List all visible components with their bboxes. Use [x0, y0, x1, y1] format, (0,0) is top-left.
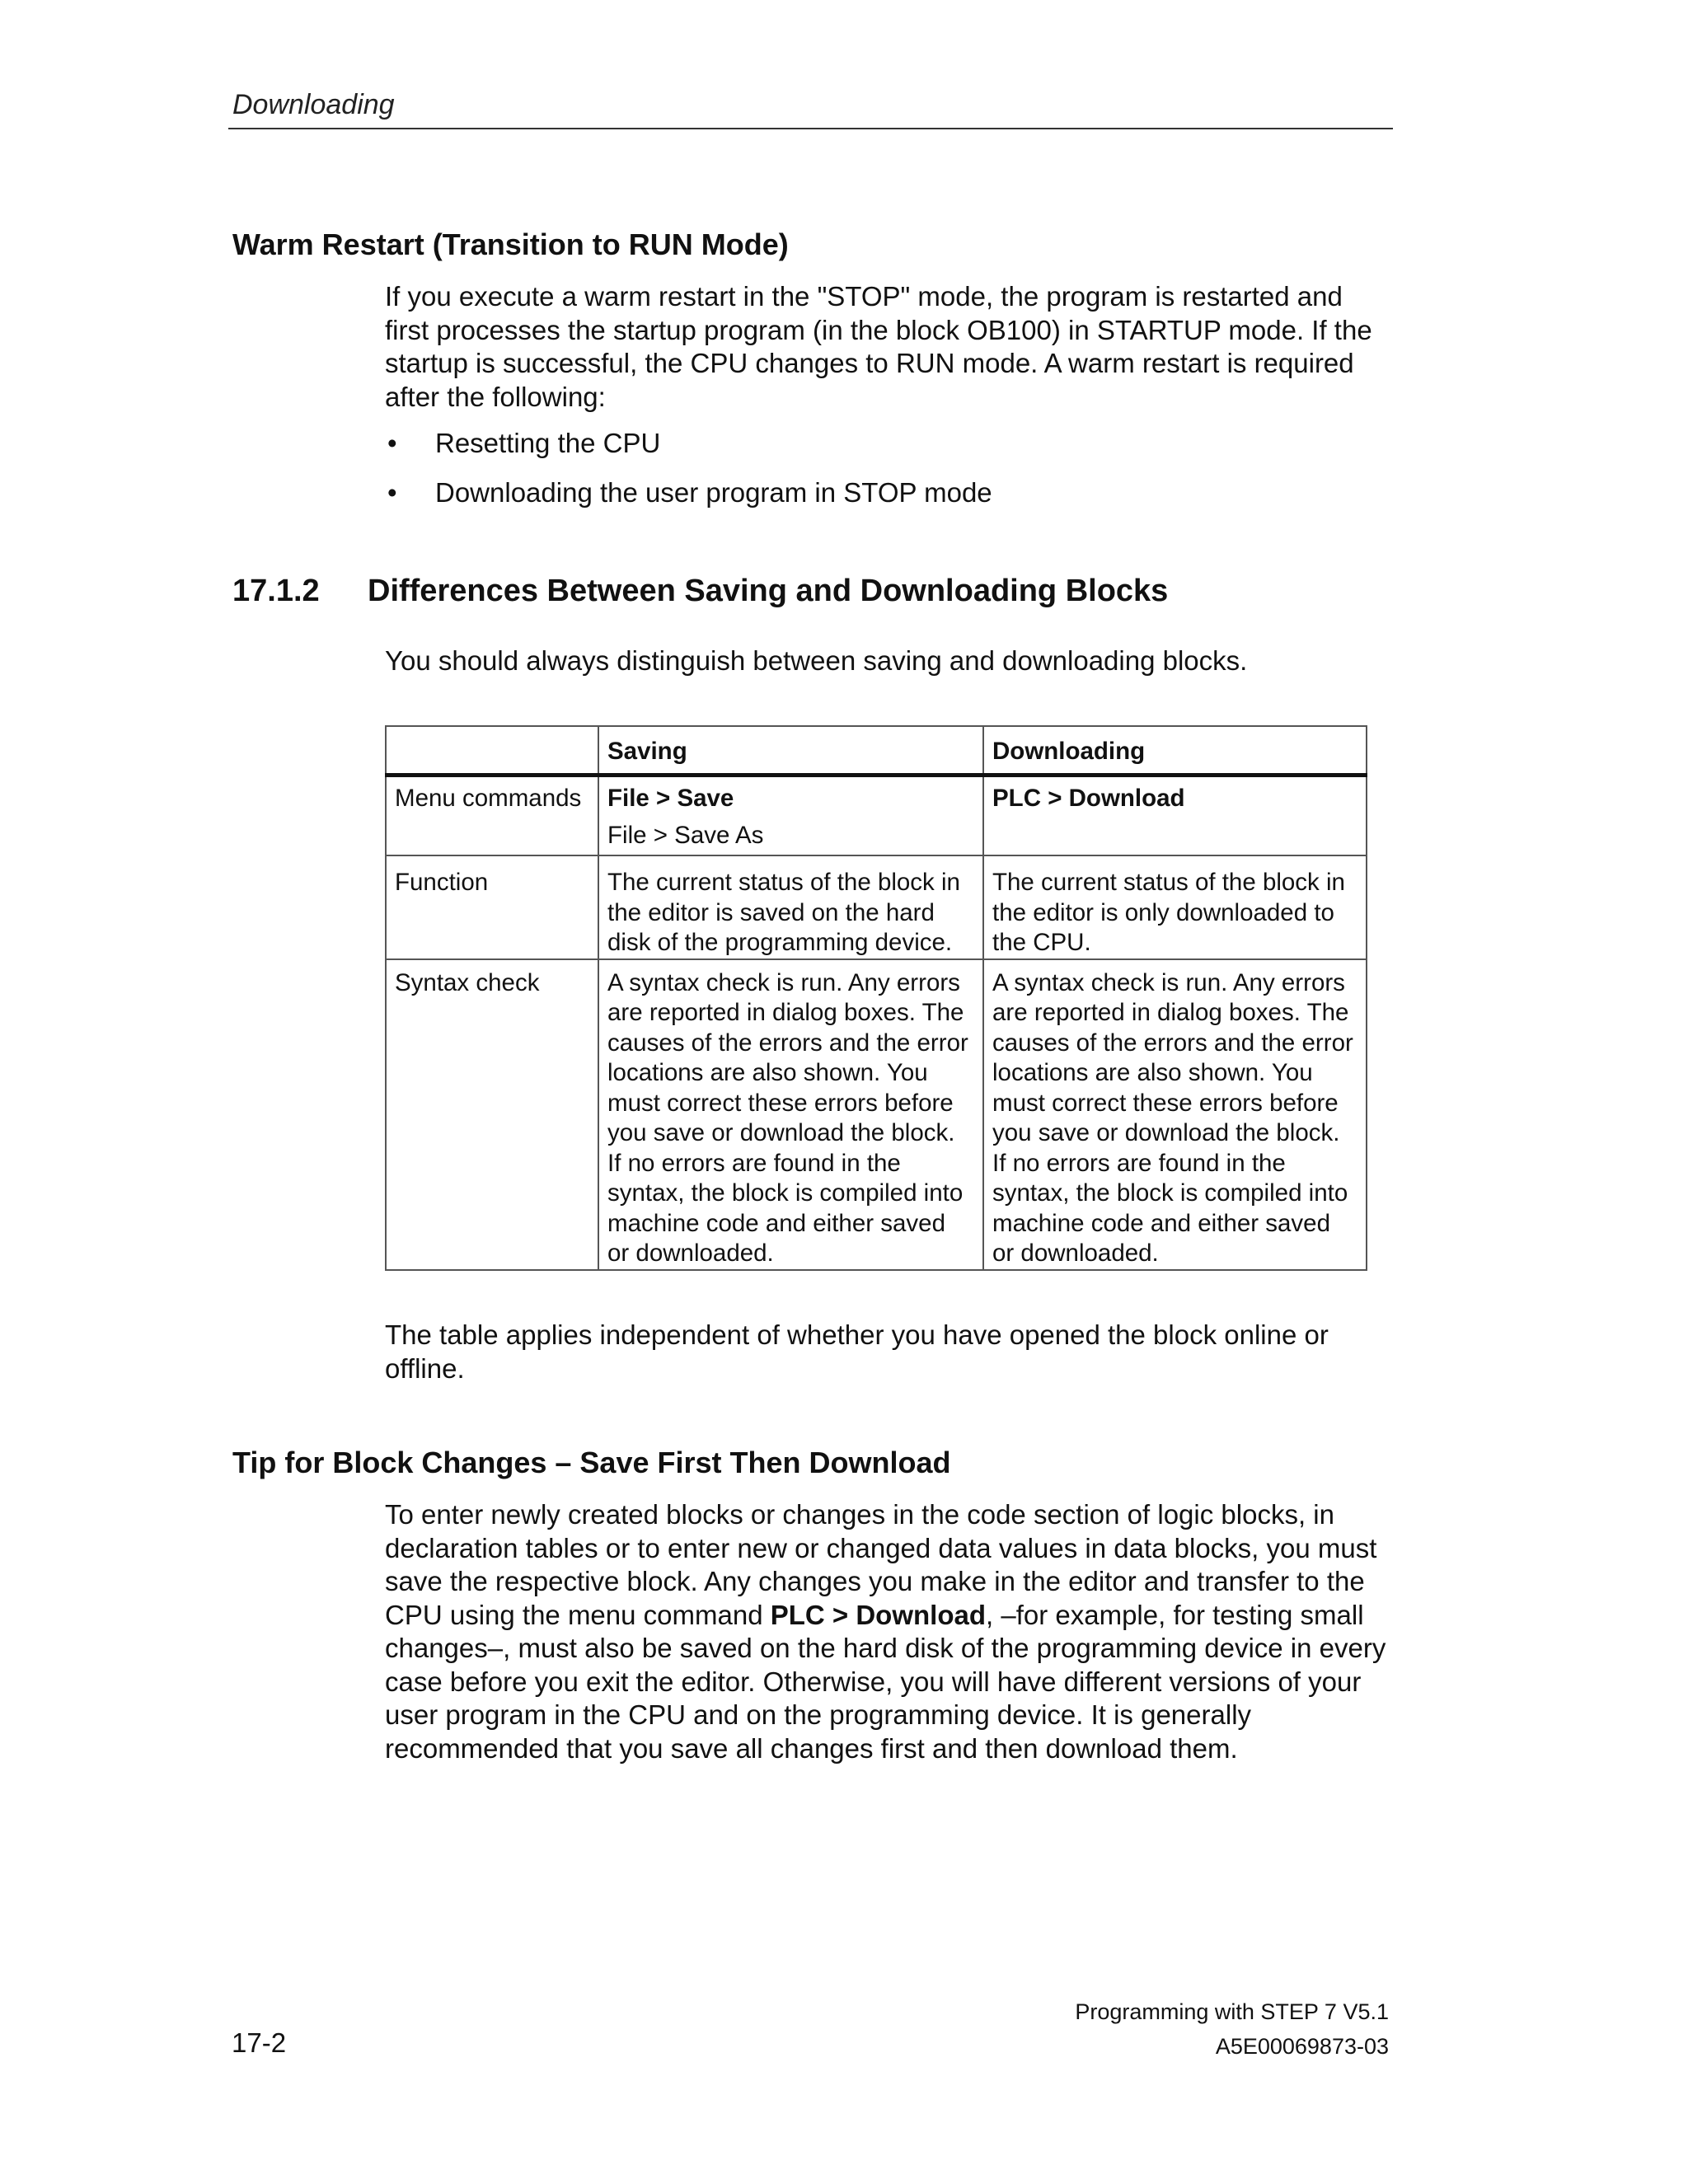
cell-line: or downloaded. [607, 1240, 774, 1267]
warm-restart-line: first processes the startup program (in the block OB100) in STARTUP mode. If the [385, 314, 1372, 345]
cell-saving-function [598, 855, 983, 959]
menu-plc-download: PLC > Download [992, 785, 1185, 812]
table-header-row [386, 726, 1367, 776]
bullet-icon: • [387, 477, 397, 508]
cell-line: A syntax check is run. Any errors [607, 968, 960, 996]
cell-line: If no errors are found in the [607, 1149, 901, 1177]
warm-restart-line: after the following: [385, 381, 606, 412]
cell-line: must correct these errors before [992, 1089, 1339, 1117]
table-row [386, 959, 1367, 1270]
table-row [386, 855, 1367, 959]
cell-line: machine code and either saved [992, 1209, 1330, 1237]
footer-book-title: Programming with STEP 7 V5.1 [1075, 1999, 1389, 2024]
table-header-downloading: Downloading [983, 726, 1367, 776]
paragraph-line: To enter newly created blocks or changes in the code section of logic blocks, in [385, 1499, 1334, 1530]
paragraph-line: save the respective block. Any changes you make in the editor and transfer to the [385, 1566, 1365, 1596]
warm-restart-line: startup is successful, the CPU changes to RUN mode. A warm restart is required [385, 348, 1354, 378]
cell-line: the editor is saved on the hard [607, 898, 935, 926]
cell-downloading-syntax [983, 959, 1367, 1270]
paragraph-line: case before you exit the editor. Otherwise, you will have different versions of your [385, 1666, 1362, 1697]
tip-heading: Tip for Block Changes – Save First Then Download [232, 1446, 951, 1479]
after-table-paragraph [385, 1319, 1329, 1385]
table-header-saving: Saving [598, 726, 983, 776]
cell-line: or downloaded. [992, 1240, 1159, 1267]
cell-line: must correct these errors before [607, 1089, 954, 1117]
section-intro: You should always distinguish between saving and downloading blocks. [385, 645, 1248, 676]
warm-restart-paragraph [385, 280, 1372, 414]
cell-line: the CPU. [992, 929, 1091, 956]
row-label-syntax-check: Syntax check [386, 959, 598, 1270]
warm-restart-line: If you execute a warm restart in the "STOP" mode, the program is restarted and [385, 281, 1343, 312]
paragraph-line: recommended that you save all changes first and then download them. [385, 1732, 1238, 1764]
footer-order-code: A5E00069873-03 [1215, 2034, 1389, 2059]
paragraph-line: The table applies independent of whether you have opened the block online or [385, 1319, 1329, 1350]
cell-line: A syntax check is run. Any errors [992, 968, 1345, 996]
section-title: Differences Between Saving and Downloading Blocks [368, 574, 1169, 608]
row-label-function: Function [386, 855, 598, 959]
paragraph-line [385, 1599, 1386, 1633]
cell-line: are reported in dialog boxes. The [607, 999, 964, 1026]
section-number: 17.1.2 [232, 574, 320, 608]
paragraph-line: changes–, must also be saved on the hard disk of the programming device in every [385, 1633, 1386, 1663]
cell-line: syntax, the block is compiled into [607, 1179, 964, 1207]
paragraph-line: offline. [385, 1352, 465, 1384]
cell-line: disk of the programming device. [607, 929, 953, 956]
cell-line: machine code and either saved [607, 1209, 945, 1237]
bullet-icon: • [387, 428, 397, 458]
text-run: , –for example, for testing small [986, 1599, 1364, 1630]
bullet-text: Downloading the user program in STOP mode [435, 477, 992, 508]
table-row [386, 776, 1367, 856]
cell-line: the editor is only downloaded to [992, 898, 1334, 926]
cell-downloading-menu [983, 776, 1367, 856]
row-label-menu-commands: Menu commands [386, 776, 598, 856]
table-header-empty [386, 726, 598, 776]
cell-line: you save or download the block. [607, 1119, 955, 1146]
paragraph-line: user program in the CPU and on the programming device. It is generally [385, 1699, 1252, 1730]
cell-line: If no errors are found in the [992, 1149, 1286, 1177]
cell-line: locations are also shown. You [992, 1059, 1313, 1086]
cell-line: The current status of the block in [992, 869, 1345, 896]
running-header-chapter: Downloading [232, 89, 395, 120]
page-number: 17-2 [232, 2027, 287, 2058]
menu-command-plc-download: PLC > Download [770, 1599, 986, 1630]
cell-line: causes of the errors and the error [992, 1029, 1353, 1057]
menu-file-save-as: File > Save As [607, 821, 764, 849]
comparison-table [385, 725, 1367, 1271]
tip-paragraph [385, 1498, 1386, 1765]
menu-file-save: File > Save [607, 785, 734, 812]
cell-saving-syntax [598, 959, 983, 1270]
paragraph-line: declaration tables or to enter new or changed data values in data blocks, you must [385, 1532, 1377, 1563]
cell-line: causes of the errors and the error [607, 1029, 968, 1057]
cell-line: syntax, the block is compiled into [992, 1179, 1348, 1207]
warm-restart-heading: Warm Restart (Transition to RUN Mode) [232, 227, 789, 261]
cell-line: are reported in dialog boxes. The [992, 999, 1349, 1026]
text-run: CPU using the menu command [385, 1599, 771, 1630]
cell-downloading-function [983, 855, 1367, 959]
cell-line: locations are also shown. You [607, 1059, 928, 1086]
cell-line: The current status of the block in [607, 869, 960, 896]
cell-line: you save or download the block. [992, 1119, 1340, 1146]
header-rule [228, 128, 1393, 129]
bullet-text: Resetting the CPU [435, 428, 661, 458]
cell-saving-menu [598, 776, 983, 856]
